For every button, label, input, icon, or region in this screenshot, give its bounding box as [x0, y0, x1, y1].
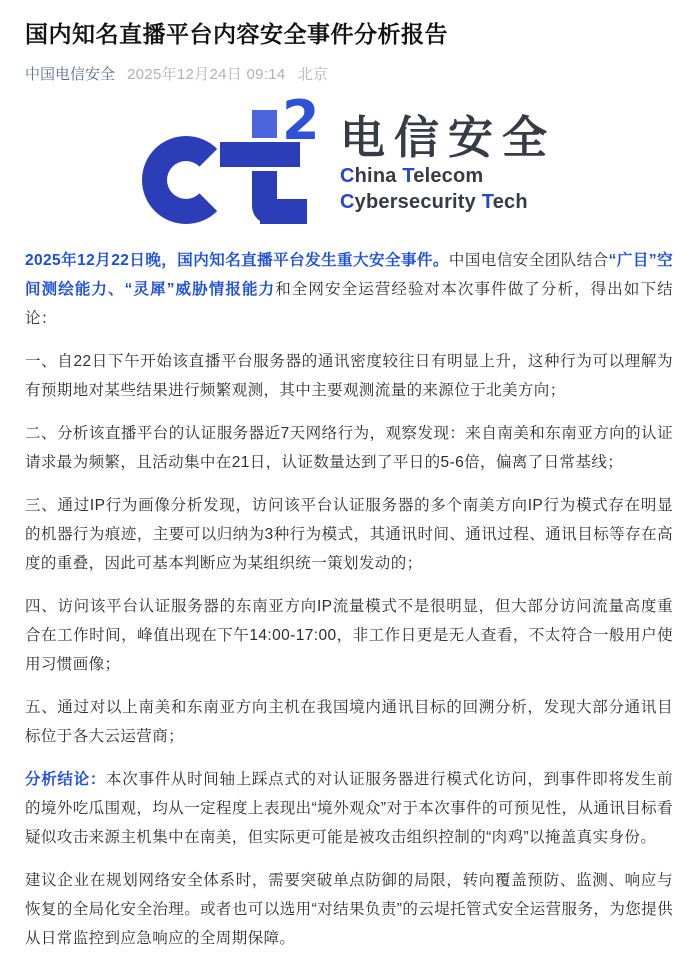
paragraph-finding-2: 二、分析该直播平台的认证服务器近7天网络行为，观察发现：来自南美和东南亚方向的认证请求最为频繁，且活动集中在21日，认证数量达到了平日的5-6倍，偏离了日常基线；: [25, 425, 673, 472]
paragraph-finding-4: 四、访问该平台认证服务器的东南亚方向IP流量模式不是很明显，但大部分访问流量高度重合在工作时间，峰值出现在下午14:00-17:00，非工作日更是无人查看，不太符合一般用户使用习惯画像；: [25, 598, 673, 674]
article-title: 国内知名直播平台内容安全事件分析报告: [25, 21, 448, 47]
publish-location: 北京: [297, 66, 329, 84]
paragraph-finding-1: 一、自22日下午开始该直播平台服务器的通讯密度较往日有明显上升，这种行为可以理解为有预期地对某些结果进行频繁观测，其中主要观测流量的来源位于北美方向；: [25, 353, 673, 400]
brand-text: [340, 113, 556, 215]
ct2-logo-mark: [142, 89, 320, 224]
brand-name-en-line1: China Telecom: [339, 164, 484, 187]
paragraph-finding-3: 三、通过IP行为画像分析发现，访问该平台认证服务器的多个南美方向IP行为模式存在明显的机器行为痕迹，主要可以归纳为3种行为模式，其通讯时间、通讯过程、通讯目标等存在高度的重叠，因此可基本判断应为某组织统一策划发动的；: [25, 497, 673, 573]
paragraph-intro: 2025年12月22日晚，国内知名直播平台发生重大安全事件。中国电信安全团队结合“广目”空间测绘能力、“灵犀”威胁情报能力和全网安全运营经验对本次事件做了分析，得出如下结论：: [25, 252, 673, 328]
publish-date: 2025年12月24日 09:14: [127, 66, 286, 84]
article-body: [25, 246, 673, 953]
paragraph-finding-5: 五、通过对以上南美和东南亚方向主机在我国境内通讯目标的回溯分析，发现大部分通讯目标位于各大云运营商；: [25, 699, 673, 746]
article-meta: [25, 63, 673, 84]
brand-name-cn: 电信安全: [339, 112, 556, 164]
logo-superscript-2: 2: [281, 89, 320, 153]
paragraph-advice: 建议企业在规划网络安全体系时，需要突破单点防御的局限，转向覆盖预防、监测、响应与恢复的全局化安全治理。或者也可以选用“对结果负责”的云堤托管式安全运营服务，为您提供从日常监控到应急响应的全周期保障。: [25, 872, 673, 948]
logo-letter-c-icon: [142, 136, 230, 224]
account-link[interactable]: 中国电信安全: [25, 66, 116, 84]
logo-letter-t-icon: [252, 110, 277, 138]
brand-name-en-line2: Cybersecurity Tech: [339, 190, 528, 213]
brand-logo: [25, 89, 673, 230]
paragraph-conclusion: 分析结论：本次事件从时间轴上踩点式的对认证服务器进行模式化访问，到事件即将发生前的境外吃瓜围观，均从一定程度上表现出“境外观众”对于本次事件的可预见性，从通讯目标看疑似攻击来源主机集中在南美，但实际更可能是被攻击组织控制的“肉鸡”以掩盖真实身份。: [25, 771, 673, 847]
